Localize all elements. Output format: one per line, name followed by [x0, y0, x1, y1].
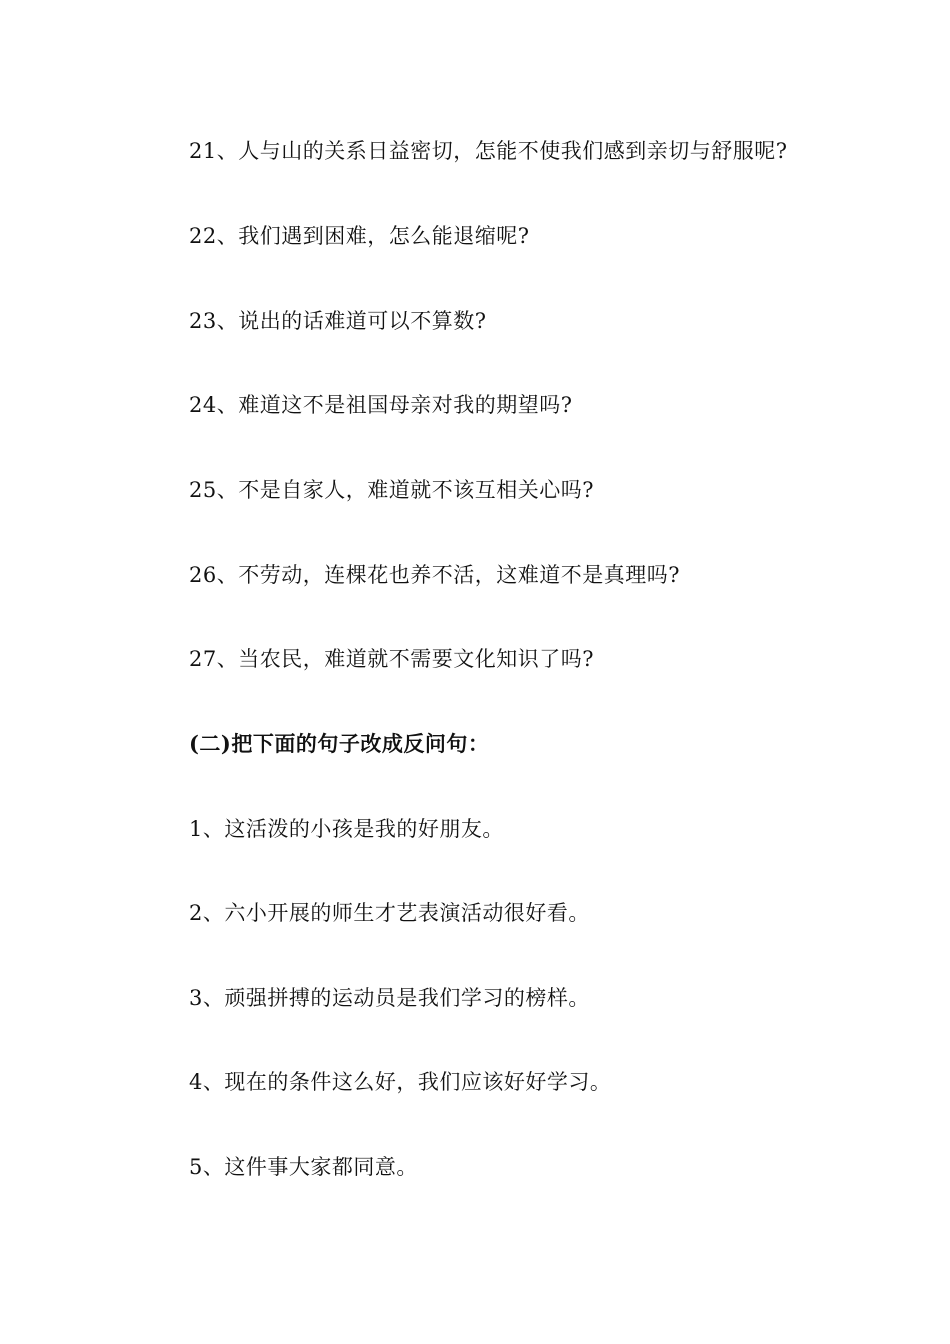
section-heading: (二)把下面的句子改成反问句：	[189, 731, 490, 756]
exercise-item-2: 2、六小开展的师生才艺表演活动很好看。	[189, 901, 590, 925]
exercise-item-4: 4、现在的条件这么好，我们应该好好学习。	[189, 1070, 612, 1094]
exercise-item-1: 1、这活泼的小孩是我的好朋友。	[189, 817, 504, 841]
sentence-item-27: 27、当农民，难道就不需要文化知识了吗?	[189, 647, 594, 671]
sentence-item-26: 26、不劳动，连棵花也养不活，这难道不是真理吗?	[189, 563, 680, 587]
sentence-item-22: 22、我们遇到困难，怎么能退缩呢?	[189, 224, 530, 248]
exercise-item-5: 5、这件事大家都同意。	[189, 1155, 418, 1179]
sentence-item-21: 21、人与山的关系日益密切，怎能不使我们感到亲切与舒服呢?	[189, 139, 788, 163]
sentence-item-23: 23、说出的话难道可以不算数?	[189, 309, 487, 333]
sentence-item-24: 24、难道这不是祖国母亲对我的期望吗?	[189, 393, 573, 417]
sentence-item-25: 25、不是自家人，难道就不该互相关心吗?	[189, 478, 594, 502]
exercise-item-3: 3、顽强拼搏的运动员是我们学习的榜样。	[189, 986, 590, 1010]
